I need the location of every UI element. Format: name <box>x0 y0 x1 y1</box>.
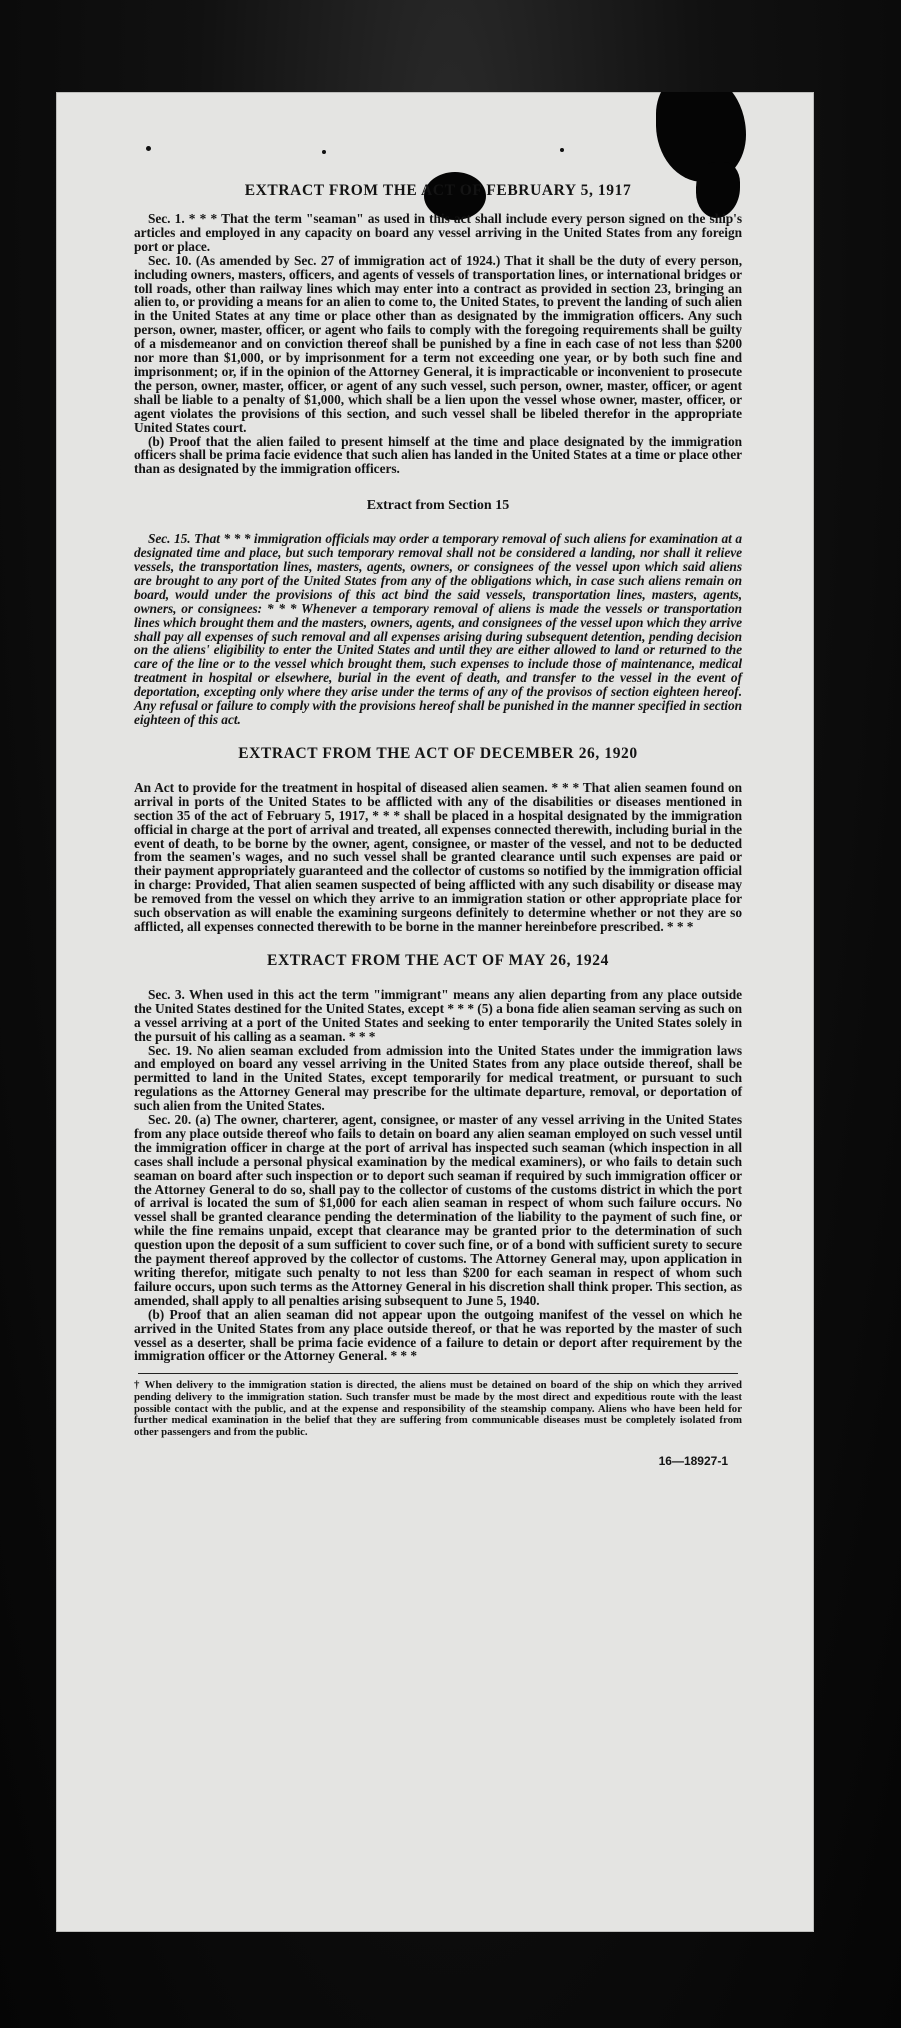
punch-dot <box>560 148 564 152</box>
paragraph-sec-3: Sec. 3. When used in this act the term "immigrant" means any alien departing from any place outside the United States destined for the United States, except * * * (5) a bona fide alien seaman serving as such on a vessel arriving at a port of the United States and seeking to enter temporarily the United States solely in the pursuit of his calling as a seaman. * * * <box>134 986 742 1044</box>
paragraph-sec-10: Sec. 10. (As amended by Sec. 27 of immigration act of 1924.) That it shall be the duty of every person, including owners, masters, officers, and agents of vessels of transportation lines, or international bridges or toll roads, other than railway lines which may enter into a contract as provided in section 23, bringing an alien to, or providing a means for an alien to come to, the United States, to prevent the landing of such alien in the United States at any time or place other than as designated by the immigration officers. Any such person, owner, master, officer, or agent who fails to comply with the foregoing requirements shall be guilty of a misdemeanor and on conviction thereof shall be punished by a fine in each case of not less than $200 nor more than $1,000, or by imprisonment for a term not exceeding one year, or by both such fine and imprisonment; or, if in the opinion of the Attorney General, it is impracticable or inconvenient to prosecute the person, owner, master, officer, or agent of any such vessel, such person, owner, master, officer, or agent shall be liable to a penalty of $1,000, which shall be a lien upon the vessel whose owner, master, officer, or agent violates the provisions of this section, and such vessel shall be libeled therefor in the appropriate United States court. <box>134 252 742 435</box>
paragraph-sec-20b: (b) Proof that an alien seaman did not appear upon the outgoing manifest of the vessel on which he arrived in the United States from any place outside thereof, or that he was reported by the master of such vessel as a deserter, shall be prima facie evidence of a failure to detain or deport after requirement by the immigration officer or the Attorney General. * * * <box>134 1306 742 1364</box>
heading-act-1917: EXTRACT FROM THE ACT OF FEBRUARY 5, 1917 <box>244 182 632 199</box>
punch-dot <box>146 146 151 151</box>
form-number: 16—18927-1 <box>658 1454 728 1469</box>
heading-section-15: Extract from Section 15 <box>366 498 510 514</box>
footnote-divider <box>138 1373 738 1374</box>
document-body <box>134 180 742 1468</box>
paragraph-sec-15: Sec. 15. That * * * immigration officials may order a temporary removal of such aliens for examination at a designated time and place, but such temporary removal shall not be considered a landing, nor shall it relieve vessels, the transportation lines, masters, agents, owners, or consignees of the vessel upon which said aliens are brought to any port of the United States from any of the obligations which, in case such aliens remain on board, would under the provisions of this act bind the said vessels, transportation lines, masters, agents, owners, or consignees: * * * Whenever a temporary removal of aliens is made the vessels or transportation lines which brought them and the masters, owners, agents, and consignees of the vessel upon which they arrive shall pay all expenses of such removal and all expenses arising during subsequent detention, pending decision on the aliens' eligibility to enter the United States and until they are either allowed to land or returned to the care of the line or to the vessel which brought them, such expenses to include those of maintenance, medical treatment in hospital or elsewhere, burial in the event of death, and transfer to the vessel in the event of deportation, excepting only where they arise under the terms of any of the provisos of section eighteen hereof. Any refusal or failure to comply with the provisions hereof shall be punished in the manner specified in section eighteen of this act. <box>134 531 742 727</box>
paragraph-sec-19: Sec. 19. No alien seaman excluded from admission into the United States under the immigration laws and employed on board any vessel arriving in the United States from any place outside thereof, shall be permitted to land in the United States, except temporarily for medical treatment, or pursuant to such regulations as the Attorney General may prescribe for the ultimate departure, removal, or deportation of such alien from the United States. <box>134 1042 742 1114</box>
footnote: † When delivery to the immigration station is directed, the aliens must be detained on board of the ship on which they arrived pending delivery to the immigration station. Such transfer must be made by the most direct and expeditious route with the least possible contact with the public, and at the expense and responsibility of the steamship company. Aliens who have been held for further medical examination in the belief that they are suffering from communicable diseases must be completely isolated from other passengers and from the public. <box>134 1379 742 1438</box>
paragraph-sec-1: Sec. 1. * * * That the term "seaman" as used in this act shall include every person signed on the ship's articles and employed in any capacity on board any vessel arriving in the United States from any foreign port or place. <box>134 211 742 254</box>
punch-dot <box>322 150 326 154</box>
heading-act-1924: EXTRACT FROM THE ACT OF MAY 26, 1924 <box>267 951 609 969</box>
paragraph-sec-20a: Sec. 20. (a) The owner, charterer, agent, consignee, or master of any vessel arriving in the United States from any place outside thereof who fails to detain on board any alien seaman employed on such vessel until the immigration officer in charge at the port of arrival has inspected such seaman (which inspection in all cases shall include a personal physical examination by the medical examiners), or who fails to detain such seaman on board after such inspection or to deport such seaman if required by such immigration officer or the Attorney General to do so, shall pay to the collector of customs of the customs district in which the port of arrival is located the sum of $1,000 for each alien seaman in respect of whom such failure occurs. No vessel shall be granted clearance pending the determination of the liability to the payment of such fine, or while the fine remains unpaid, except that clearance may be granted prior to the determination of such question upon the deposit of a sum sufficient to cover such fine, or of a bond with sufficient surety to secure the payment thereof approved by the collector of customs. The Attorney General may, upon application in writing therefor, mitigate such penalty to not less than $200 for each seaman in respect of whom such failure occurs, upon such terms as the Attorney General in his discretion shall think proper. This section, as amended, shall apply to all penalties arising subsequent to June 5, 1940. <box>134 1112 742 1308</box>
heading-act-1920: EXTRACT FROM THE ACT OF DECEMBER 26, 1920 <box>238 744 638 762</box>
paragraph-sec-10b: (b) Proof that the alien failed to present himself at the time and place designated by the immigration officers shall be prima facie evidence that such alien has landed in the United States at a time or place other than as designated by the immigration officers. <box>134 433 742 477</box>
paragraph-act-1920: An Act to provide for the treatment in hospital of diseased alien seamen. * * * That alien seamen found on arrival in ports of the United States to be afflicted with any of the disabilities or diseases mentioned in section 35 of the act of February 5, 1917, * * * shall be placed in a hospital designated by the immigration official in charge at the port of arrival and treated, all expenses connected therewith, including burial in the event of death, to be borne by the owner, agent, consignee, or master of the vessel, and not to be deducted from the seamen's wages, and no such vessel shall be granted clearance until such expenses are paid or their payment appropriately guaranteed and the collector of customs so notified by the immigration official in charge: Provided, That alien seamen suspected of being afflicted with any such disability or disease may be removed from the vessel on which they arrive to an immigration station or other appropriate place for such observation as will enable the examining surgeons definitely to determine whether or not they are so afflicted, all expenses connected therewith to be borne in the manner hereinbefore prescribed. * * * <box>134 779 742 934</box>
document-page <box>56 92 814 1932</box>
